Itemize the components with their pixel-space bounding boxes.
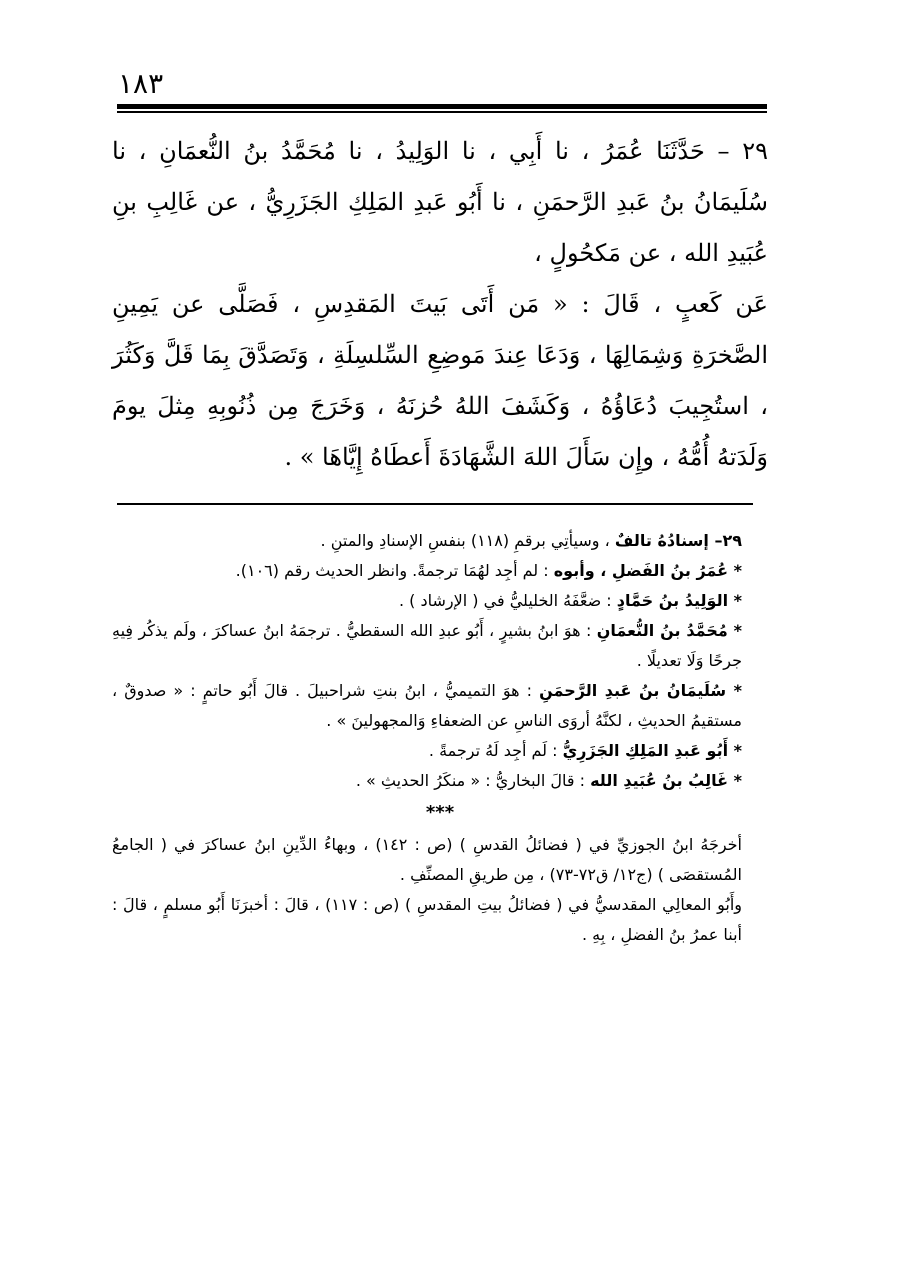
note-text: : هوَ ابنُ بشيرٍ ، أَبُو عبدِ الله السقطيُّ . ترجمَهُ ابنُ عساكرَ ، ولَم يذكُر فِيهِ جرحًا وَلَا تعديلًا .	[112, 621, 742, 670]
note-narrator	[112, 736, 768, 766]
narrator-name: * الوَلِيدُ بنُ حَمَّادٍ	[616, 591, 742, 610]
header-rule	[117, 104, 767, 109]
note-narrator	[112, 676, 768, 736]
note-text: : لم أجِد لهُمَا ترجمةً. وانظر الحديث رقم (١٠٦).	[235, 561, 549, 580]
page-number: ١٨٣	[118, 67, 164, 100]
footnotes	[112, 526, 768, 950]
note-narrator	[112, 586, 768, 616]
note-text: : هوَ التميميُّ ، ابنُ بنتِ شراحبيلَ . قالَ أَبُو حاتمٍ : « صدوقٌ ، مستقيمُ الحديثِ ، لكنَّهُ أروَى الناسِ عن الضعفاءِ وَالمجهولينَ » .	[112, 681, 742, 730]
narrator-name: * مُحَمَّدُ بنُ النُّعمَانِ	[596, 621, 743, 640]
note-text: : ضعَّفَهُ الخليليُّ في ( الإرشاد ) .	[399, 591, 612, 610]
narrator-name: * أَبُو عَبدِ المَلِكِ الجَزَرِيُّ	[562, 741, 742, 760]
section-separator: ***	[425, 802, 455, 823]
narrator-name: * عُمَرُ بنُ الفَضلِ ، وأبوه	[553, 561, 742, 580]
footnote-divider	[117, 503, 753, 505]
takhrij-paragraph: أخرجَهُ ابنُ الجوزيِّ في ( فضائلُ القدسِ ) (ص : ١٤٢) ، وبهاءُ الدِّينِ ابنُ عساكرَ في ( الجامعُ المُستقصَى ) (ج١٢/ ق٧٢-٧٣) ، مِن طريقِ المصنِّفِ .	[112, 835, 742, 884]
note-label: ٢٩– إسنادُهُ تالفٌ	[614, 531, 742, 550]
narrator-name: * غَالِبُ بنُ عُبَيدِ الله	[590, 771, 742, 790]
note-text: ، وسيأتِي برقمِ (١١٨) بنفسِ الإسنادِ والمتنِ .	[320, 531, 610, 550]
takhrij-paragraph: وأَبُو المعالِي المقدسيُّ في ( فضائلُ بيتِ المقدسِ ) (ص : ١١٧) ، قالَ : أخبرَنَا أَبُو مسلمٍ ، قالَ : أبنا عمرُ بنُ الفضلِ ، بِهِ .	[112, 895, 742, 944]
note-text: : قالَ البخاريُّ : « منكَرُ الحديثِ » .	[355, 771, 585, 790]
header-rule-thin	[117, 111, 767, 113]
note-isnad	[112, 526, 768, 556]
note-text: : لَم أجِد لَهُ ترجمةً .	[428, 741, 558, 760]
note-narrator	[112, 556, 768, 586]
hadith-isnad: ٢٩ – حَدَّثَنَا عُمَرُ ، نا أَبِي ، نا الوَلِيدُ ، نا مُحَمَّدُ بنُ النُّعمَانِ ، نا سُلَيمَانُ بنُ عَبدِ الرَّحمَنِ ، نا أَبُو عَبدِ المَلِكِ الجَزَرِيُّ ، عن غَالِبِ بنِ عُبَيدِ الله ، عن مَكحُولٍ ،	[112, 137, 768, 267]
narrator-name: * سُلَيمَانُ بنُ عَبدِ الرَّحمَنِ	[539, 681, 743, 700]
note-narrator	[112, 616, 768, 676]
note-narrator	[112, 766, 768, 796]
hadith-matn: عَن كَعبٍ ، قَالَ : « مَن أَتَى بَيتَ المَقدِسِ ، فَصَلَّى عن يَمِينِ الصَّخرَةِ وَشِمَالِهَا ، وَدَعَا عِندَ مَوضِعِ السِّلسِلَةِ ، وَتَصَدَّقَ بِمَا قَلَّ وَكَثُرَ ، استُجِيبَ دُعَاؤُهُ ، وَكَشَفَ اللهُ حُزنَهُ ، وَخَرَجَ مِن ذُنُوبِهِ مِثلَ يومَ وَلَدَتهُ أُمُّهُ ، وإِن سَأَلَ اللهَ الشَّهَادَةَ أَعطَاهُ إِيَّاهَا » .	[112, 290, 768, 471]
hadith-text	[112, 126, 768, 483]
